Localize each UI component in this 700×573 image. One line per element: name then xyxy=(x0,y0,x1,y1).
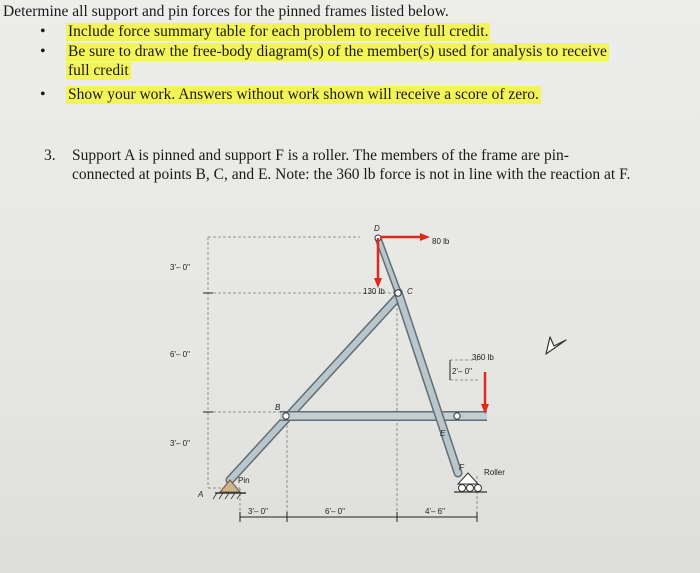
point-f-label: F xyxy=(459,463,464,472)
frame-members xyxy=(230,238,487,480)
problem-statement-line1: Support A is pinned and support F is a roller. The members of the frame are pin- xyxy=(72,147,569,164)
dim-small-offset: 2'– 0" xyxy=(452,367,472,376)
point-d-label: D xyxy=(374,224,380,233)
dimension-guides xyxy=(208,237,480,517)
load-130-label: 130 lb xyxy=(363,287,385,296)
point-e-label: E xyxy=(440,429,446,438)
dim-vertical-mid: 6'– 0" xyxy=(170,350,190,359)
dim-horizontal-left: 3'– 0" xyxy=(248,507,268,516)
instructions-heading: Determine all support and pin forces for the pinned frames listed below. xyxy=(3,3,449,20)
point-c-label: C xyxy=(407,287,413,296)
bullet-dot: • xyxy=(40,43,46,60)
problem-statement-line2: connected at points B, C, and E. Note: the 360 lb force is not in line with the reaction at F. xyxy=(72,166,631,183)
instruction-fbd-cont: full credit xyxy=(68,62,129,79)
instruction-show-work: Show your work. Answers without work shown will receive a score of zero. xyxy=(68,86,539,103)
roller-support-label: Roller xyxy=(484,468,505,477)
frame-diagram xyxy=(150,220,550,530)
mouse-cursor-icon xyxy=(541,333,571,363)
bullet-dot: • xyxy=(40,23,46,40)
load-360-label: 360 lb xyxy=(472,353,494,362)
problem-number: 3. xyxy=(44,147,56,164)
load-80-label: 80 lb xyxy=(432,237,450,246)
dim-vertical-top: 3'– 0" xyxy=(170,263,190,272)
dim-horizontal-mid: 6'– 0" xyxy=(325,507,345,516)
point-a-label: A xyxy=(198,490,204,499)
bullet-dot: • xyxy=(40,86,46,103)
instruction-force-table: Include force summary table for each problem to receive full credit. xyxy=(68,23,489,40)
instruction-fbd: Be sure to draw the free-body diagram(s) of the member(s) used for analysis to receive xyxy=(68,43,607,60)
point-b-label: B xyxy=(275,403,281,412)
pin-support-label: Pin xyxy=(238,476,250,485)
dim-vertical-bottom: 3'– 0" xyxy=(170,439,190,448)
dim-horizontal-right: 4'– 6" xyxy=(425,507,445,516)
